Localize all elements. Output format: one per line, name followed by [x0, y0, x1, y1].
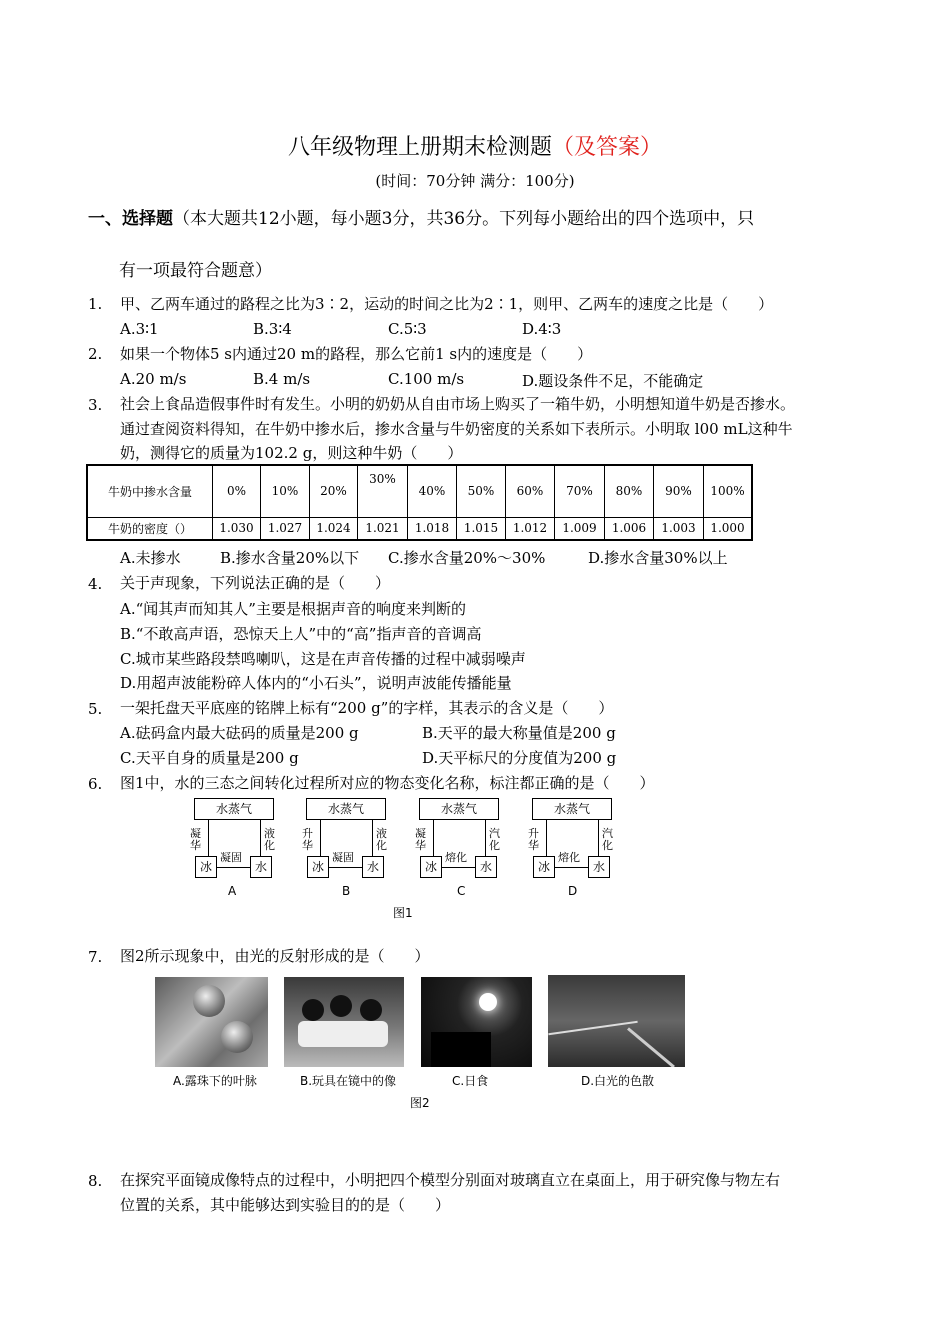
table-cell: 10%	[261, 465, 310, 517]
dew-leaf-photo	[155, 977, 268, 1067]
option-a: A.未掺水	[120, 549, 181, 567]
arrow-line	[372, 820, 373, 856]
question-number: 5.	[88, 700, 103, 718]
arrow-line	[442, 867, 475, 868]
question-number: 8.	[88, 1172, 103, 1190]
arrow-line	[217, 867, 250, 868]
option-b: B.4 m/s	[253, 370, 311, 388]
section-heading-cont: 有一项最符合题意）	[119, 261, 272, 281]
table-cell: 1.006	[605, 517, 654, 540]
arrow-line	[598, 820, 599, 856]
fig1-panel-b	[302, 798, 392, 898]
option-c: C.城市某些路段禁鸣喇叭，这是在声音传播的过程中减弱噪声	[120, 650, 526, 668]
question-text: 图1中，水的三态之间转化过程所对应的物态变化名称，标注都正确的是（ ）	[120, 774, 655, 792]
ice-box: 冰	[533, 856, 555, 878]
table-row	[87, 517, 752, 540]
vapor-box: 水蒸气	[532, 798, 612, 820]
question-text: 图2所示现象中，由光的反射形成的是（ ）	[120, 947, 430, 965]
question-text: 关于声现象，下列说法正确的是（ ）	[120, 574, 391, 592]
option-b: B.“不敢高声语，恐惊天上人”中的“高”指声音的音调高	[120, 625, 482, 643]
panel-letter: C	[457, 884, 466, 898]
question-text: 甲、乙两车通过的路程之比为3∶2，运动的时间之比为2∶1，则甲、乙两车的速度之比是（ ）	[120, 295, 774, 313]
table-cell: 1.021	[358, 517, 408, 540]
table-cell: 1.012	[506, 517, 555, 540]
arrow-line	[485, 820, 486, 856]
option-d: D.天平标尺的分度值为200 g	[422, 749, 617, 767]
photo-caption-d: D.白光的色散	[581, 1074, 655, 1088]
option-b: B.3∶4	[253, 320, 292, 338]
option-a: A.20 m/s	[120, 370, 187, 388]
fig1-panel-a	[190, 798, 280, 898]
option-d: D.用超声波能粉碎人体内的“小石头”，说明声波能传播能量	[120, 674, 512, 692]
question-number: 2.	[88, 345, 103, 363]
table-cell: 70%	[555, 465, 605, 517]
table-cell: 1.000	[704, 517, 753, 540]
label-left: 凝华	[190, 827, 201, 852]
option-c: C.天平自身的质量是200 g	[120, 749, 299, 767]
table-cell: 100%	[704, 465, 753, 517]
fig1-panel-c	[415, 798, 505, 898]
question-text: 社会上食品造假事件时有发生。小明的奶奶从自由市场上购买了一箱牛奶，小明想知道牛奶是否掺水。	[120, 395, 796, 413]
figure-caption: 图2	[410, 1096, 430, 1110]
option-d: D.掺水含量30%以上	[588, 549, 728, 567]
arrow-line	[329, 867, 362, 868]
exam-meta: (时间：70分钟 满分：100分)	[375, 172, 575, 190]
table-cell: 20%	[310, 465, 358, 517]
label-left: 升华	[528, 827, 539, 852]
label-mid: 凝固	[332, 851, 354, 864]
panel-letter: D	[568, 884, 578, 898]
panel-letter: B	[342, 884, 351, 898]
water-box: 水	[588, 856, 610, 878]
table-cell: 1.030	[213, 517, 261, 540]
table-row	[87, 465, 752, 517]
option-d: D.题设条件不足，不能确定	[522, 372, 704, 390]
arrow-line	[555, 867, 588, 868]
water-box: 水	[250, 856, 272, 878]
mirror-toys-photo	[284, 977, 404, 1067]
option-c: C.100 m/s	[388, 370, 465, 388]
label-mid: 熔化	[558, 851, 580, 864]
table-cell: 1.009	[555, 517, 605, 540]
table-cell: 1.027	[261, 517, 310, 540]
question-text: 如果一个物体5 s内通过20 m的路程，那么它前1 s内的速度是（ ）	[120, 345, 593, 363]
vapor-box: 水蒸气	[194, 798, 274, 820]
panel-letter: A	[228, 884, 237, 898]
table-cell: 1.024	[310, 517, 358, 540]
vapor-box: 水蒸气	[306, 798, 386, 820]
water-box: 水	[362, 856, 384, 878]
table-cell: 30%	[358, 465, 408, 517]
label-right: 液化	[264, 827, 275, 852]
ice-box: 冰	[420, 856, 442, 878]
label-right: 汽化	[602, 827, 613, 852]
question-text: 奶，测得它的质量为102.2 g，则这种牛奶（ ）	[120, 444, 463, 462]
eclipse-photo	[421, 977, 532, 1067]
option-a: A.3∶1	[120, 320, 159, 338]
option-b: B.天平的最大称量值是200 g	[422, 724, 616, 742]
table-header: 牛奶中掺水含量	[87, 465, 213, 517]
option-c: C.掺水含量20%～30%	[388, 549, 546, 567]
table-cell: 40%	[408, 465, 457, 517]
vapor-box: 水蒸气	[419, 798, 499, 820]
question-text: 位置的关系，其中能够达到实验目的的是（ ）	[120, 1196, 451, 1214]
arrow-line	[260, 820, 261, 856]
photo-caption-b: B.玩具在镜中的像	[300, 1074, 397, 1088]
question-number: 4.	[88, 575, 103, 593]
ice-box: 冰	[307, 856, 329, 878]
question-text: 一架托盘天平底座的铭牌上标有“200 g”的字样，其表示的含义是（ ）	[120, 699, 614, 717]
water-box: 水	[475, 856, 497, 878]
fig1-panel-d	[528, 798, 618, 898]
label-mid: 熔化	[445, 851, 467, 864]
question-text: 在探究平面镜成像特点的过程中，小明把四个模型分别面对玻璃直立在桌面上，用于研究像与物左右	[120, 1171, 781, 1189]
arrow-line	[546, 820, 547, 856]
table-cell: 1.003	[654, 517, 704, 540]
arrow-line	[208, 820, 209, 856]
table-cell: 50%	[457, 465, 506, 517]
page-title: 八年级物理上册期末检测题（及答案）	[287, 135, 663, 160]
table-cell: 80%	[605, 465, 654, 517]
label-right: 液化	[376, 827, 387, 852]
option-a: A.砝码盒内最大砝码的质量是200 g	[120, 724, 359, 742]
question-number: 6.	[88, 775, 103, 793]
dispersion-photo	[548, 975, 685, 1067]
label-left: 升华	[302, 827, 313, 852]
table-header: 牛奶的密度（）	[87, 517, 213, 540]
table-cell: 0%	[213, 465, 261, 517]
arrow-line	[320, 820, 321, 856]
figure-caption: 图1	[393, 906, 413, 920]
ice-box: 冰	[195, 856, 217, 878]
question-number: 3.	[88, 396, 103, 414]
question-text: 通过查阅资料得知，在牛奶中掺水后，掺水含量与牛奶密度的关系如下表所示。小明取 l00 mL这种牛	[120, 420, 793, 438]
photo-caption-c: C.日食	[452, 1074, 489, 1088]
label-right: 汽化	[489, 827, 500, 852]
label-left: 凝华	[415, 827, 426, 852]
question-number: 7.	[88, 948, 103, 966]
density-table	[86, 464, 753, 541]
label-mid: 凝固	[220, 851, 242, 864]
option-a: A.“闻其声而知其人”主要是根据声音的响度来判断的	[120, 600, 466, 618]
option-d: D.4∶3	[522, 320, 562, 338]
option-b: B.掺水含量20%以下	[220, 549, 360, 567]
photo-caption-a: A.露珠下的叶脉	[173, 1074, 257, 1088]
question-number: 1.	[88, 295, 103, 313]
arrow-line	[433, 820, 434, 856]
table-cell: 1.015	[457, 517, 506, 540]
section-heading: 一、选择题（本大题共12小题，每小题3分，共36分。下列每小题给出的四个选项中，只	[88, 209, 755, 229]
table-cell: 90%	[654, 465, 704, 517]
table-cell: 60%	[506, 465, 555, 517]
option-c: C.5∶3	[388, 320, 427, 338]
table-cell: 1.018	[408, 517, 457, 540]
